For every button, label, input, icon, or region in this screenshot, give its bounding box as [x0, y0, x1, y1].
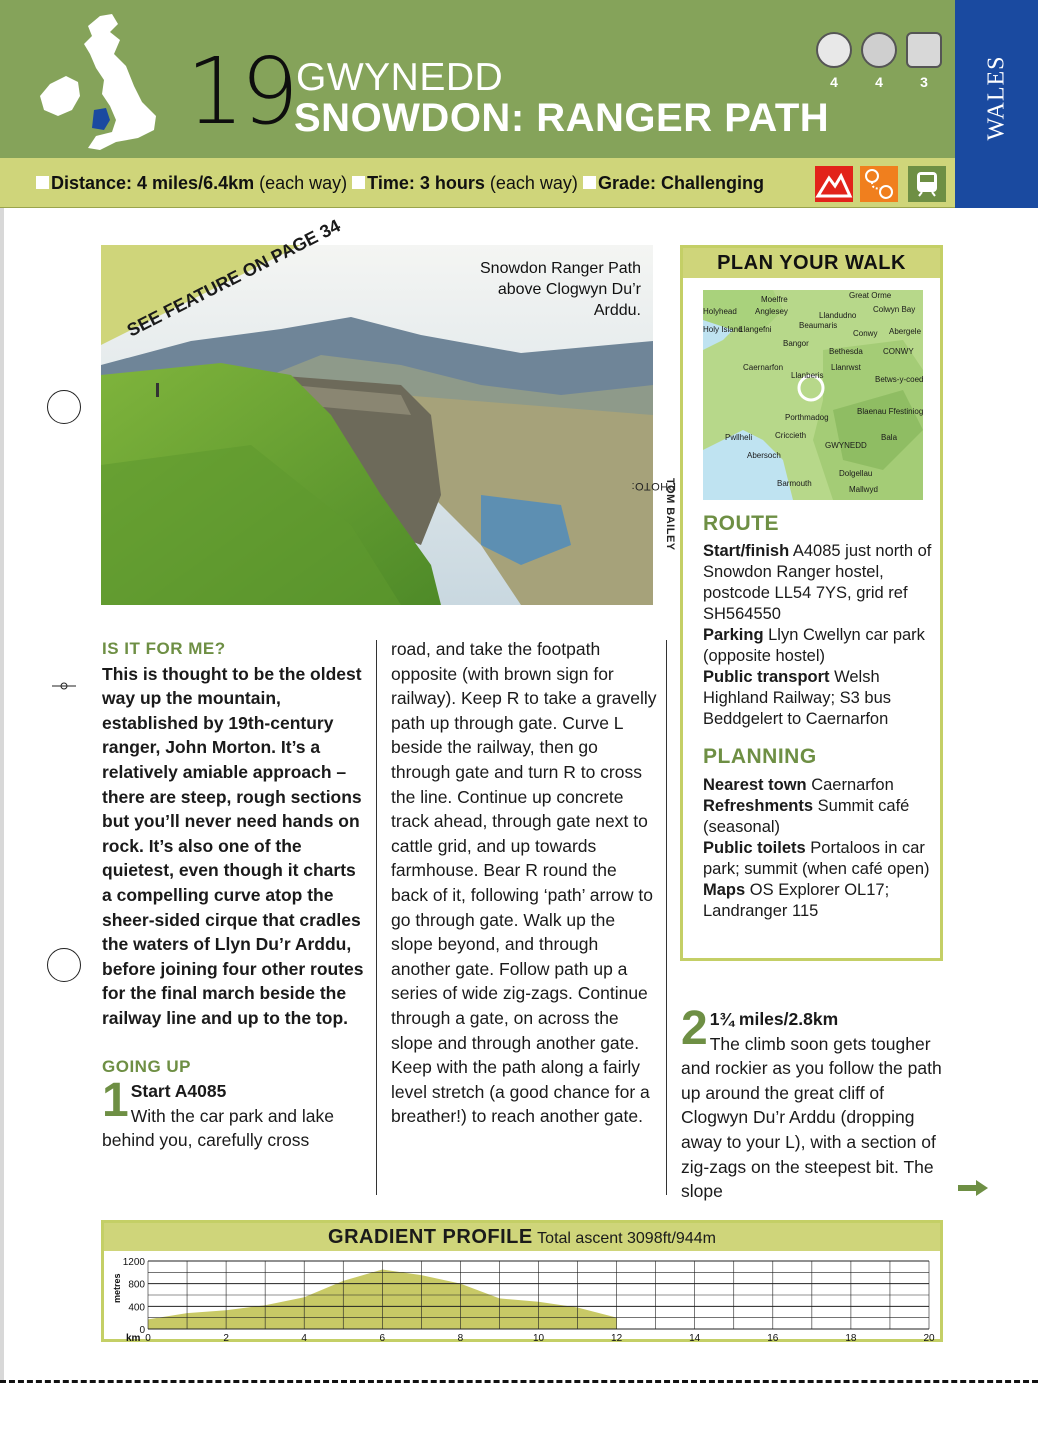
difficulty-rating-value: 4: [875, 74, 883, 90]
x-tick-label: 0: [145, 1333, 151, 1344]
map-label: Beaumaris: [799, 321, 838, 330]
map-label: Porthmadog: [785, 413, 829, 422]
map-label: Bangor: [783, 339, 809, 348]
map-label: Barmouth: [777, 479, 812, 488]
x-axis-label: km: [126, 1333, 141, 1344]
family-rating: [904, 32, 944, 92]
mountain-icon: [815, 166, 853, 202]
fitness-rating: [814, 32, 854, 92]
nearest-town-text: Caernarfon: [806, 776, 894, 794]
time-note: (each way): [484, 173, 578, 193]
map-label: Colwyn Bay: [873, 305, 916, 314]
map-label: Holy Island: [703, 325, 743, 334]
step-1: [102, 1074, 367, 1153]
refreshments-label: Refreshments: [703, 797, 814, 815]
header-band: [0, 0, 955, 158]
profile-chart: [104, 1253, 940, 1344]
time: Time: 3 hours: [367, 173, 485, 193]
photo-credit: [631, 478, 678, 608]
step-2-title: 1¾ miles/2.8km: [709, 1009, 839, 1029]
a-to-b-route-icon: [860, 166, 898, 202]
x-tick-label: 14: [689, 1333, 701, 1344]
map-label: Blaenau Ffestiniog: [857, 407, 924, 416]
region-name: GWYNEDD: [296, 56, 504, 99]
photo-caption: Snowdon Ranger Path above Clogwyn Du’r Arddu.: [480, 260, 641, 319]
y-tick-label: 400: [128, 1302, 145, 1314]
distance-note: (each way): [254, 173, 348, 193]
map-label: Bala: [881, 433, 898, 442]
gradient-profile: [101, 1220, 943, 1342]
punch-hole: [47, 948, 81, 982]
map-label: Holyhead: [703, 307, 737, 316]
map-label: GWYNEDD: [825, 441, 867, 450]
step-2-number: 2: [681, 1002, 708, 1055]
route-heading: ROUTE: [703, 512, 779, 535]
map-label: Abersoch: [747, 451, 781, 460]
family-group-icon: [906, 32, 942, 68]
fitness-rating-value: 4: [830, 74, 838, 90]
map-label: Anglesey: [755, 307, 788, 316]
family-rating-value: 3: [920, 74, 928, 90]
map-label: Mallwyd: [849, 485, 878, 494]
x-tick-label: 18: [845, 1333, 857, 1344]
fitness-gauge-icon: [816, 32, 852, 68]
map-label: Llangefni: [739, 325, 772, 334]
x-tick-label: 20: [923, 1333, 935, 1344]
profile-subtitle: Total ascent 3098ft/944m: [537, 1230, 716, 1247]
difficulty-rating: [859, 32, 899, 92]
difficulty-face-icon: [861, 32, 897, 68]
going-up-heading: GOING UP: [102, 1056, 192, 1076]
y-tick-label: 1200: [122, 1257, 145, 1268]
x-tick-label: 6: [379, 1333, 386, 1344]
ratings: [814, 32, 944, 92]
plan-title: PLAN YOUR WALK: [683, 248, 940, 278]
photo-credit-name: TOM BAILEY: [664, 478, 676, 551]
walk-title: SNOWDON: RANGER PATH: [294, 96, 830, 140]
grade: Grade: Challenging: [597, 173, 764, 193]
toilets-label: Public toilets: [703, 839, 806, 857]
map-label: Caernarfon: [743, 363, 784, 372]
profile-header: [104, 1223, 940, 1251]
route-transport-text: Welsh Highland Railway; S3 bus Beddgelert to Caernarfon: [703, 668, 892, 728]
x-tick-label: 16: [767, 1333, 779, 1344]
country-tab: [955, 0, 1038, 208]
walk-facts: [36, 173, 764, 194]
plan-your-walk-box: [680, 245, 943, 961]
step-2: [681, 1002, 943, 1204]
bullet-square: [36, 176, 49, 189]
see-feature-text: SEE FEATURE ON PAGE 34: [123, 215, 344, 341]
profile-title: GRADIENT PROFILE: [328, 1226, 533, 1248]
bullet-square: [583, 176, 596, 189]
step-1-number: 1: [102, 1074, 129, 1128]
intro-heading: IS IT FOR ME?: [102, 639, 226, 658]
country-tab-label: WALES: [983, 55, 1009, 141]
step-2-text: The climb soon gets tougher and rockier as you follow the path up around the great cliff of Clogwyn Du’r Arddu (dropping away to your L), with a section of zig-zags on the steepest bit. The slope: [681, 1033, 942, 1202]
y-axis-label: metres: [112, 1273, 122, 1303]
column-divider: [376, 640, 377, 1195]
map-label: Moelfre: [761, 295, 788, 304]
route-start-label: Start/finish: [703, 542, 790, 560]
planning-heading: PLANNING: [703, 745, 817, 768]
map-label: Betws-y-coed: [875, 375, 924, 384]
step-1-text-a: With the car park and lake behind you, carefully cross: [102, 1105, 334, 1151]
x-tick-label: 2: [223, 1333, 229, 1344]
planning-details: [703, 775, 933, 922]
nearest-town-label: Nearest town: [703, 776, 807, 794]
see-feature-banner: [101, 215, 344, 345]
map-label: Bethesda: [829, 347, 863, 356]
y-tick-label: 800: [128, 1279, 145, 1291]
column-divider: [666, 640, 667, 1195]
x-tick-label: 4: [301, 1333, 307, 1344]
route-start-text: A4085 just north of Snowdon Ranger hostel, postcode LL54 7YS, grid ref SH564550: [703, 542, 932, 623]
location-map: [703, 290, 923, 500]
toilets-text: Portaloos in car park; summit (when café open): [703, 839, 930, 878]
continue-arrow-icon: [958, 1180, 988, 1196]
y-tick-label: 0: [139, 1325, 145, 1336]
train-icon: [908, 166, 946, 202]
map-label: Abergele: [889, 327, 922, 336]
column-intro: [102, 637, 367, 1153]
maps-label: Maps: [703, 881, 746, 899]
x-tick-label: 8: [457, 1333, 464, 1344]
photo-credit-prefix: PHOTO:: [631, 480, 676, 492]
map-label: Conwy: [853, 329, 878, 338]
x-tick-label: 10: [532, 1333, 545, 1344]
refreshments-text: Summit café (seasonal): [703, 797, 910, 836]
bullet-square: [352, 176, 365, 189]
map-label: Llandudno: [819, 311, 857, 320]
map-label: Pwllheli: [725, 433, 753, 442]
map-label: Llanberis: [791, 371, 824, 380]
cut-line: [0, 1380, 1038, 1383]
route-parking-text: Llyn Cwellyn car park (opposite hostel): [703, 626, 925, 665]
map-label: Llanrwst: [831, 363, 861, 372]
route-parking-label: Parking: [703, 626, 764, 644]
maps-text: OS Explorer OL17; Landranger 115: [703, 881, 890, 920]
map-label: Dolgellau: [839, 469, 873, 478]
intro-text: This is thought to be the oldest way up the mountain, established by 19th-century ranger, John Morton. It’s a relatively amiable approach – there are steep, rough sections but you’ll never need hands on rock. It’s also one of the quietest, even though it charts a compelling curve atop the sheer-sided cirque that cradles the waters of Llyn Du’r Arddu, before joining four other routes for the final march beside the railway line and up to the top.: [102, 663, 364, 1028]
distance: Distance: 4 miles/6.4km: [51, 173, 255, 193]
walk-number: 19: [186, 38, 296, 145]
column-directions: [391, 637, 657, 1129]
fold-mark-icon: [52, 680, 76, 692]
route-transport-label: Public transport: [703, 668, 830, 686]
punch-hole: [47, 390, 81, 424]
x-tick-label: 12: [611, 1333, 623, 1344]
uk-map-icon: [30, 10, 170, 160]
map-label: Great Orme: [849, 291, 892, 300]
map-label: CONWY: [883, 347, 914, 356]
route-details: [703, 541, 933, 730]
step-1-title: Start A4085: [130, 1081, 227, 1102]
step-1-text-b: road, and take the footpath opposite (with brown sign for railway). Keep R to take a gravelly path up through gate. Curve L beside the railway, then go through gate and turn R to cross the line. Continue up concrete track ahead, through gate next to cattle grid, and up towards farmhouse. Bear R round the back of it, following ‘path’ arrow to go through gate. Walk up the slope beyond, and through another gate. Follow path up a series of wide zig-zags. Continue through a gate, on across the slope and through another gate. Keep with the path along a fairly level stretch (a good chance for a breather!) to reach another gate.: [391, 639, 657, 1127]
map-label: Criccieth: [775, 431, 807, 440]
